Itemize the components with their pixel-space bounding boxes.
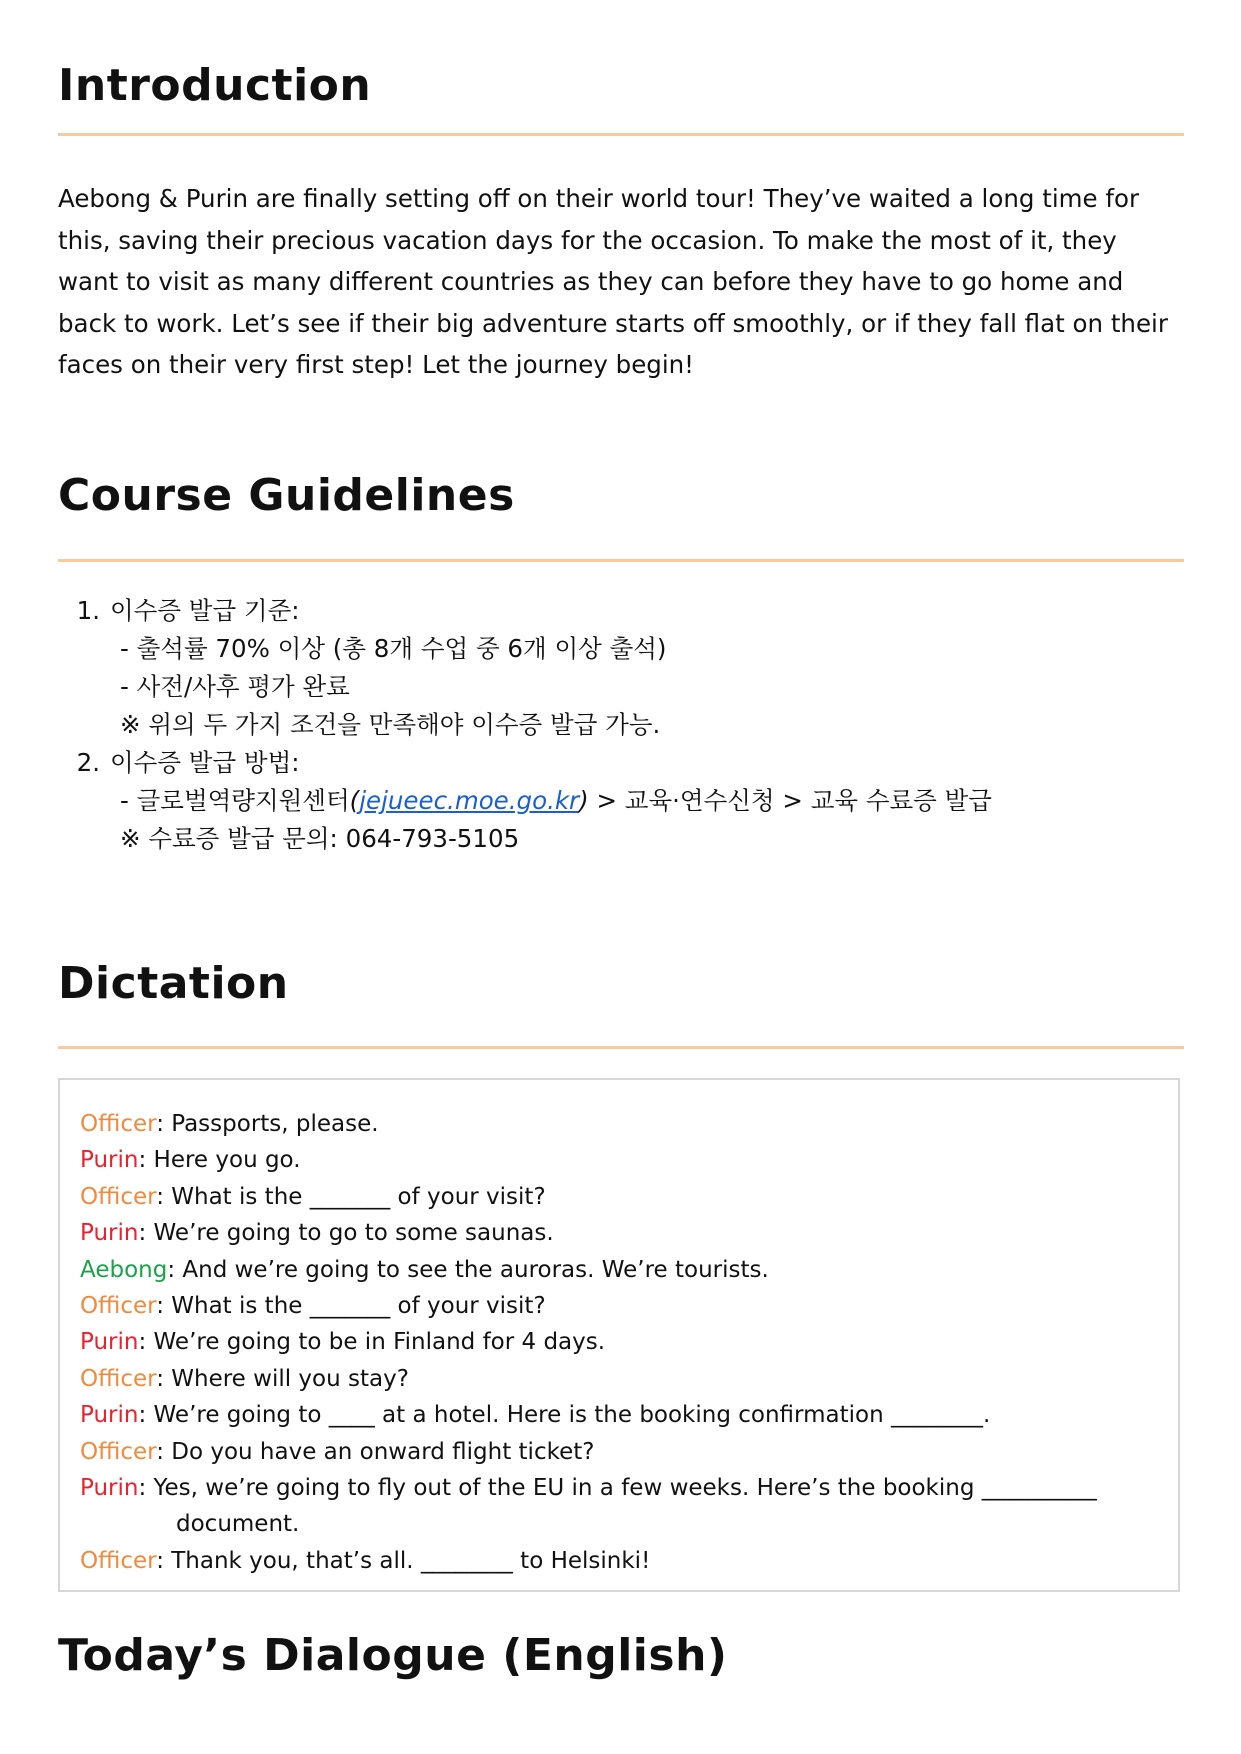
guideline-contact-note: ※ 수료증 발급 문의: 064-793-5105	[120, 824, 520, 853]
line-text: : Where will you stay?	[156, 1365, 409, 1392]
dialogue-line	[80, 1361, 1178, 1397]
dialogue-line	[80, 1324, 1178, 1360]
line-text: document.	[176, 1511, 300, 1538]
dictation-divider	[58, 1046, 1184, 1049]
line-text: : And we’re going to see the auroras. We’re tourists.	[167, 1256, 769, 1283]
guideline-item-2	[58, 744, 1184, 782]
speaker-label: Purin	[80, 1147, 139, 1174]
line-text: : Here you go.	[138, 1147, 301, 1174]
dialogue-line	[80, 1215, 1178, 1251]
dialogue-line	[80, 1470, 1178, 1506]
line-text: : Passports, please.	[156, 1111, 379, 1137]
menu-path: > 교육·연수신청 > 교육 수료증 발급	[588, 786, 992, 815]
dialogue-line	[80, 1106, 1178, 1142]
speaker-label: Officer	[80, 1183, 157, 1210]
intro-divider	[58, 133, 1184, 136]
line-text: : We’re going to ____ at a hotel. Here is the booking confirmation ________.	[138, 1402, 991, 1429]
paren-close: )	[579, 786, 589, 815]
intro-paragraph: Aebong & Purin are finally setting off on their world tour! They’ve waited a long time for this, saving their precious vacation days for the occasion. To make the most of it, they want to visit as many different countries as they can before they have to go home and back to work. Let’s see if their big adventure starts off smoothly, or if they fall flat on their faces on their very first step! Let the journey begin!	[58, 184, 1168, 380]
speaker-label: Purin	[80, 1402, 139, 1429]
dialogue-line	[80, 1543, 1178, 1579]
list-number: 2.	[76, 748, 100, 777]
dialogue-line	[80, 1142, 1178, 1178]
guideline-method	[58, 782, 1184, 820]
guideline-sub-attendance: - 출석률 70% 이상 (총 8개 수업 중 6개 이상 출석)	[120, 634, 667, 663]
line-text: : Thank you, that’s all. ________ to Helsinki!	[156, 1547, 651, 1574]
dialogue-line	[80, 1179, 1178, 1215]
guideline-note: ※ 위의 두 가지 조건을 만족해야 이수증 발급 가능.	[120, 710, 661, 739]
guidelines-heading: Course Guidelines	[58, 470, 515, 521]
dialogue-line	[80, 1397, 1178, 1433]
dictation-box	[58, 1078, 1180, 1592]
dialogue-heading: Today’s Dialogue (English)	[58, 1630, 728, 1681]
paren-open: (	[349, 786, 360, 815]
guidelines-divider	[58, 559, 1184, 562]
line-text: : What is the _______ of your visit?	[156, 1292, 546, 1319]
dialogue-line	[80, 1434, 1178, 1470]
speaker-label: Officer	[80, 1547, 157, 1574]
intro-heading: Introduction	[58, 60, 372, 111]
guideline-label: 이수증 발급 방법:	[110, 748, 300, 777]
line-text: : Do you have an onward flight ticket?	[156, 1438, 595, 1465]
guideline-label: 이수증 발급 기준:	[110, 596, 300, 625]
guideline-sub-assessment: - 사전/사후 평가 완료	[120, 672, 350, 701]
line-text: : We’re going to go to some saunas.	[138, 1220, 554, 1247]
speaker-label: Officer	[80, 1111, 157, 1137]
speaker-label: Officer	[80, 1438, 157, 1465]
speaker-label: Purin	[80, 1329, 139, 1356]
speaker-label: Aebong	[80, 1256, 168, 1283]
guidelines-list	[58, 592, 1184, 858]
speaker-label: Officer	[80, 1292, 157, 1319]
center-name: - 글로벌역량지원센터	[120, 786, 350, 815]
line-text: : We’re going to be in Finland for 4 days.	[138, 1329, 606, 1356]
dialogue-line	[80, 1288, 1178, 1324]
line-text: : What is the _______ of your visit?	[156, 1183, 546, 1210]
center-website-link[interactable]: jejueec.moe.go.kr	[359, 786, 580, 815]
line-text: : Yes, we’re going to fly out of the EU in a few weeks. Here’s the booking __________	[138, 1474, 1097, 1501]
dictation-heading: Dictation	[58, 958, 289, 1009]
speaker-label: Purin	[80, 1474, 139, 1501]
list-number: 1.	[76, 596, 100, 625]
dialogue-line	[80, 1252, 1178, 1288]
dialogue-line-continuation	[80, 1506, 1178, 1542]
guideline-item-1	[58, 592, 1184, 630]
speaker-label: Officer	[80, 1365, 157, 1392]
speaker-label: Purin	[80, 1220, 139, 1247]
